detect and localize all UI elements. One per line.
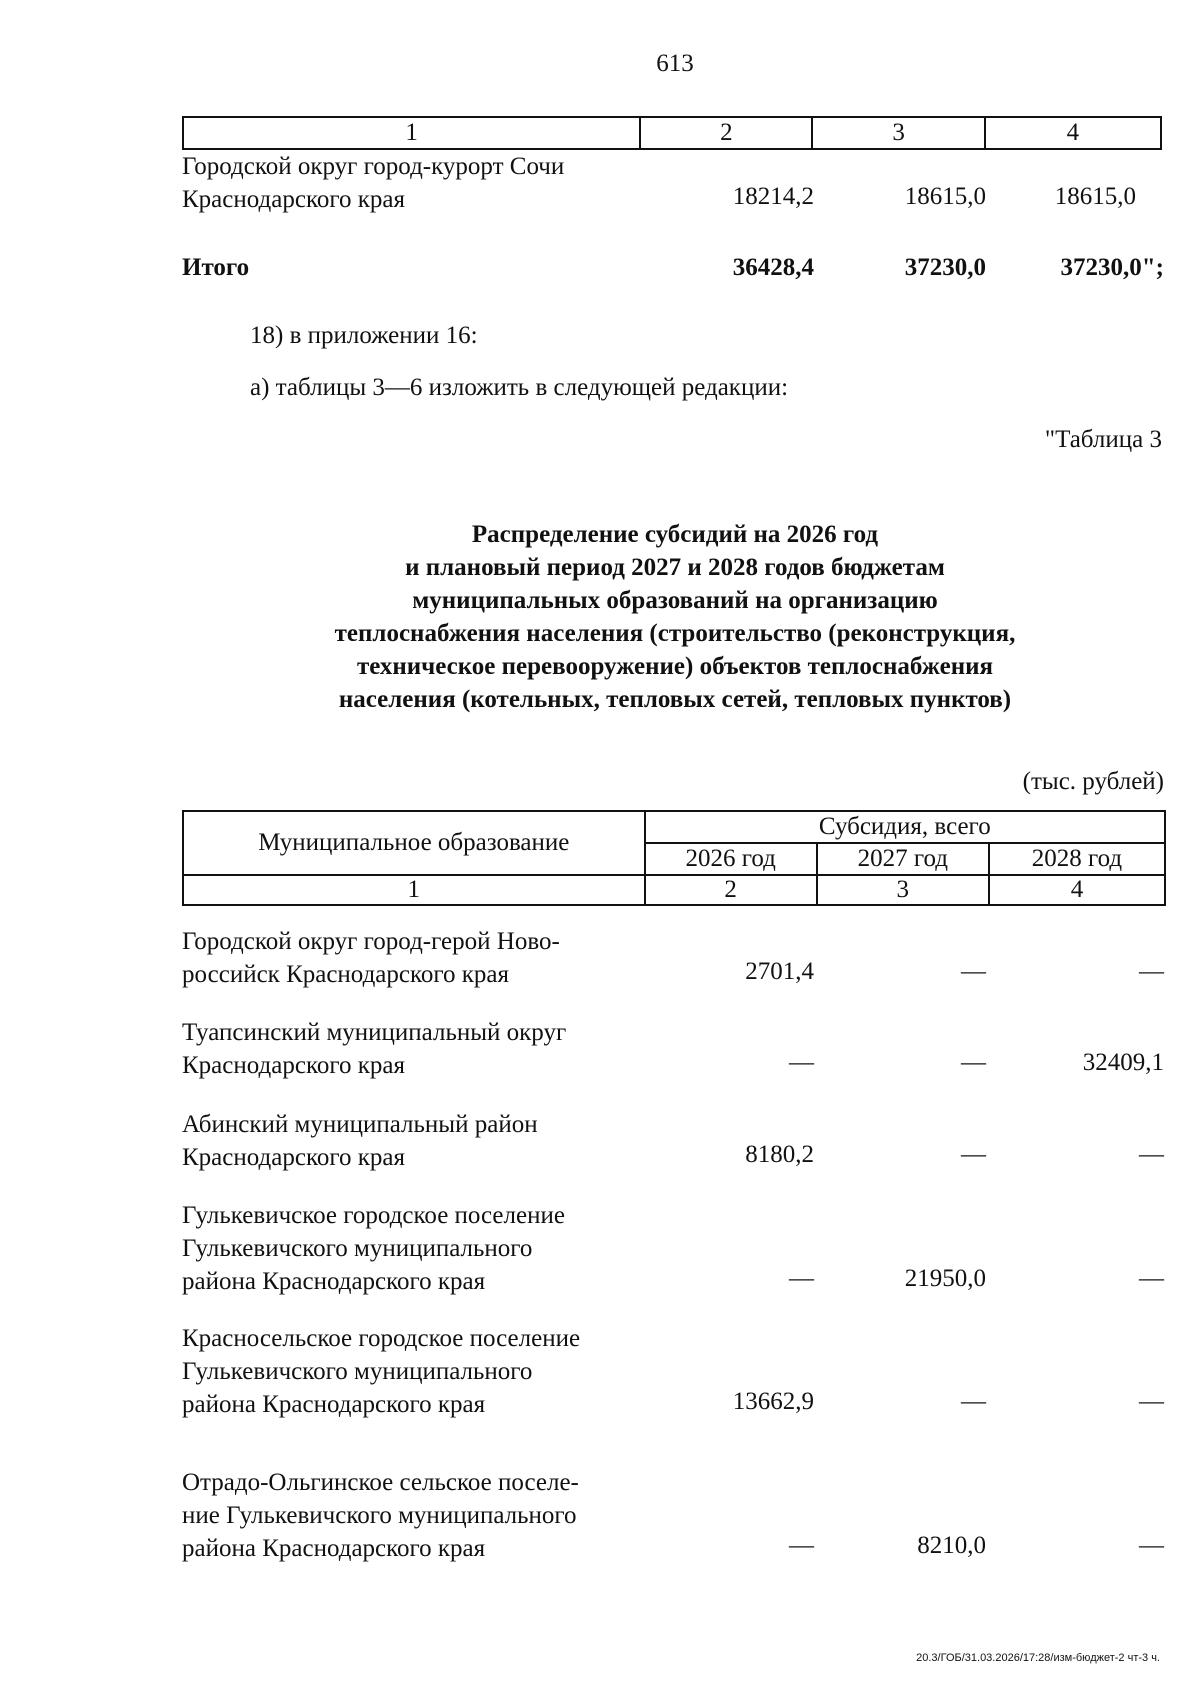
continuation-table-header: [182, 116, 1162, 150]
row-name-line: Туапсинский муниципальный округ: [182, 1019, 567, 1046]
title-line: техническое перевооружение) объектов теплоснабжения: [356, 653, 994, 680]
cell-value: —: [1139, 1532, 1164, 1559]
cell-value: 8180,2: [745, 1141, 814, 1168]
title-line: муниципальных образований на организацию: [412, 587, 938, 614]
cell-value: —: [1139, 1388, 1164, 1415]
cell-value: —: [961, 958, 986, 985]
total-value: 36428,4: [732, 254, 814, 281]
column-header-municipality: Муниципальное образование: [183, 811, 645, 875]
row-name-line: российск Краснодарского края: [182, 961, 510, 988]
cell-value: —: [789, 1532, 814, 1559]
row-name-line: района Краснодарского края: [182, 1391, 486, 1418]
paragraph: 18) в приложении 16:: [250, 322, 478, 349]
row-name-line: Краснодарского края: [182, 1144, 405, 1171]
main-table-header: [182, 810, 1166, 906]
total-value: 37230,0";: [1060, 254, 1164, 281]
row-name-line: ние Гулькевичского муниципального: [182, 1502, 577, 1529]
row-name-line: Гулькевичское городское поселение: [182, 1202, 565, 1229]
col-number-1: 1: [183, 875, 645, 905]
row-name-line: Красносельское городское поселение: [182, 1325, 581, 1352]
table-row-name: [182, 1108, 652, 1174]
cell-value: —: [1139, 958, 1164, 985]
total-label: Итого: [182, 254, 250, 281]
row-name-line: Городской округ город-герой Ново-: [182, 928, 560, 955]
table-label: "Таблица 3: [1044, 426, 1162, 453]
column-header-2028: 2028 год: [989, 843, 1165, 875]
table-row-name: [182, 1322, 652, 1421]
total-value: 37230,0: [904, 254, 986, 281]
document-title: [180, 518, 1170, 716]
title-line: Распределение субсидий на 2026 год: [471, 521, 879, 548]
column-header-2027: 2027 год: [817, 843, 989, 875]
col-number-3: 3: [812, 117, 984, 149]
footer-document-code: 20.3/ГОБ/31.03.2026/17:28/изм-бюджет-2 чт-3 ч.: [916, 1652, 1160, 1664]
row-name-line: Гулькевичского муниципального: [182, 1358, 533, 1385]
title-line: теплоснабжения населения (строительство (реконструкция,: [334, 620, 1016, 647]
row-name-line: Отрадо-Ольгинское сельское поселе-: [182, 1469, 579, 1496]
col-number-4: 4: [989, 875, 1165, 905]
col-number-2: 2: [645, 875, 817, 905]
cell-value: —: [961, 1388, 986, 1415]
cell-value: 13662,9: [732, 1388, 814, 1415]
table-row-name: [182, 925, 652, 991]
title-line: и плановый период 2027 и 2028 годов бюджетам: [405, 554, 945, 581]
row-name-line: Городской округ город-курорт Сочи: [182, 153, 565, 180]
table-row-name: [182, 1016, 652, 1082]
cell-value: 2701,4: [745, 958, 814, 985]
cell-value: —: [789, 1049, 814, 1076]
cell-value: —: [789, 1265, 814, 1292]
col-number-3: 3: [817, 875, 989, 905]
row-name-line: Гулькевичского муниципального: [182, 1235, 533, 1262]
cell-value: 18214,2: [732, 183, 814, 210]
col-number-2: 2: [640, 117, 812, 149]
cell-value: 18615,0: [904, 183, 986, 210]
col-number-1: 1: [183, 117, 640, 149]
cell-value: 18615,0: [1054, 183, 1136, 210]
col-number-4: 4: [985, 117, 1161, 149]
row-name-line: района Краснодарского края: [182, 1268, 486, 1295]
cell-value: —: [961, 1049, 986, 1076]
cell-value: —: [961, 1141, 986, 1168]
units-label: (тыс. рублей): [1022, 768, 1164, 795]
table-row-name: [182, 150, 652, 216]
row-name-line: района Краснодарского края: [182, 1535, 486, 1562]
table-row-name: [182, 1466, 652, 1565]
column-group-header-subsidy: Субсидия, всего: [645, 811, 1165, 843]
row-name-line: Краснодарского края: [182, 1052, 405, 1079]
cell-value: 8210,0: [917, 1532, 986, 1559]
row-name-line: Абинский муниципальный район: [182, 1111, 538, 1138]
row-name-line: Краснодарского края: [182, 186, 405, 213]
paragraph: а) таблицы 3—6 изложить в следующей редакции:: [250, 374, 789, 401]
page-number: 613: [656, 50, 694, 77]
cell-value: 21950,0: [904, 1265, 986, 1292]
cell-value: —: [1139, 1141, 1164, 1168]
title-line: населения (котельных, тепловых сетей, тепловых пунктов): [338, 686, 1012, 713]
table-row-name: [182, 1199, 652, 1298]
cell-value: —: [1139, 1265, 1164, 1292]
cell-value: 32409,1: [1082, 1049, 1164, 1076]
column-header-2026: 2026 год: [645, 843, 817, 875]
